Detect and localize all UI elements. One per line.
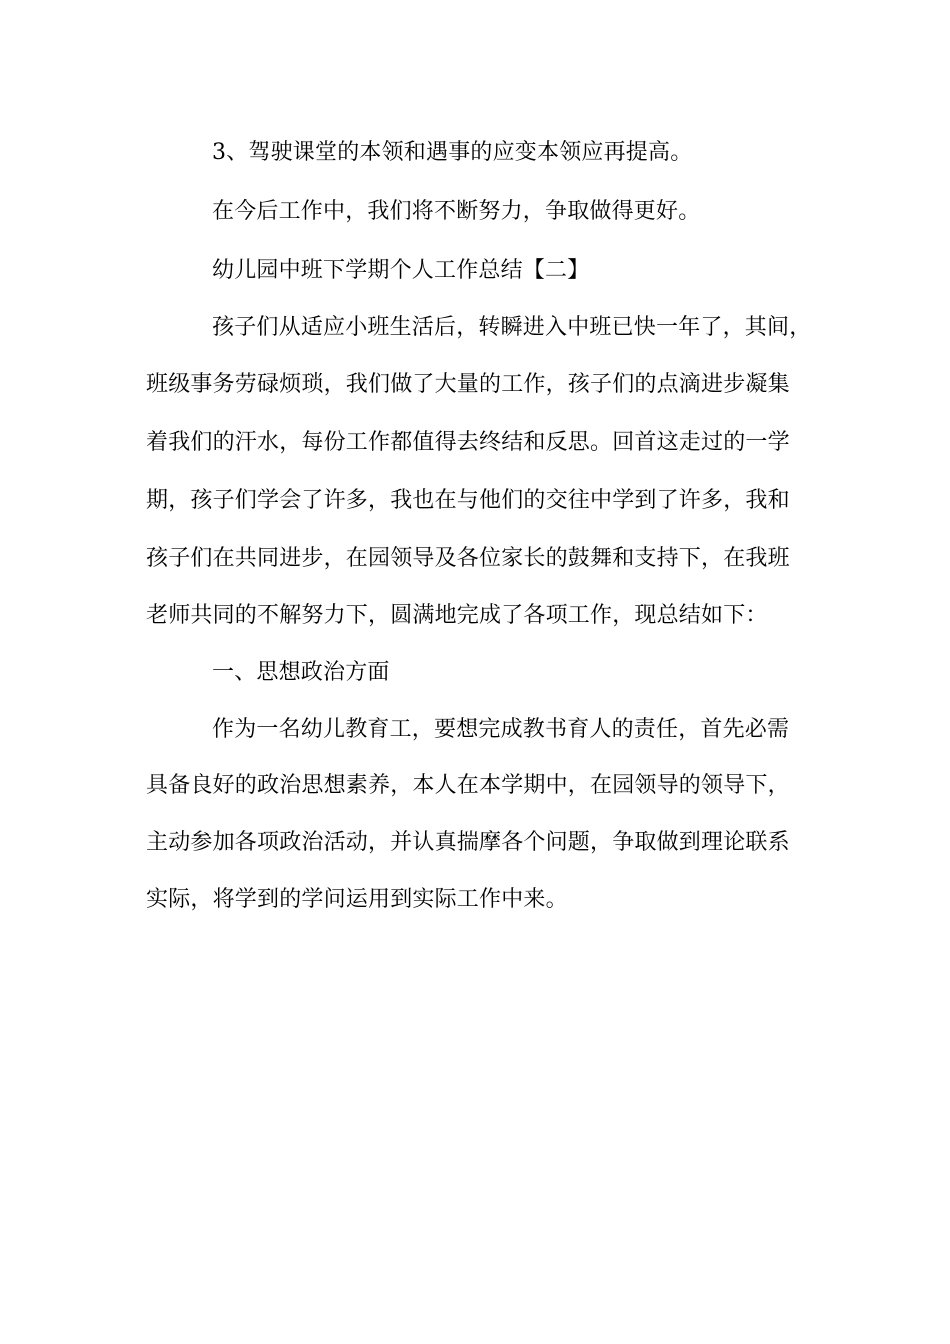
- paragraph-line: 孩子们从适应小班生活后，转瞬进入中班已快一年了，其间，: [212, 315, 812, 340]
- paragraph-line: 班级事务劳碌烦琐，我们做了大量的工作，孩子们的点滴进步凝集: [146, 372, 790, 397]
- paragraph-line: 主动参加各项政治活动，并认真揣摩各个问题，争取做到理论联系: [146, 830, 790, 855]
- list-item-3: 3、驾驶课堂的本领和遇事的应变本领应再提高。: [212, 140, 693, 165]
- paragraph-line: 孩子们在共同进步，在园领导及各位家长的鼓舞和支持下，在我班: [146, 546, 790, 571]
- paragraph-line: 实际，将学到的学问运用到实际工作中来。: [146, 887, 568, 912]
- paragraph-line: 具备良好的政治思想素养，本人在本学期中，在园领导的领导下，: [146, 773, 790, 798]
- section-title: 幼儿园中班下学期个人工作总结【二】: [212, 258, 590, 283]
- paragraph-line: 老师共同的不解努力下，圆满地完成了各项工作，现总结如下：: [146, 603, 768, 628]
- paragraph-line: 着我们的汗水，每份工作都值得去终结和反思。回首这走过的一学: [146, 430, 790, 455]
- paragraph-line: 期，孩子们学会了许多，我也在与他们的交往中学到了许多，我和: [146, 488, 790, 513]
- subsection-heading: 一、思想政治方面: [212, 660, 390, 685]
- closing-sentence: 在今后工作中，我们将不断努力，争取做得更好。: [212, 199, 701, 224]
- paragraph-line: 作为一名幼儿教育工，要想完成教书育人的责任，首先必需: [212, 717, 790, 742]
